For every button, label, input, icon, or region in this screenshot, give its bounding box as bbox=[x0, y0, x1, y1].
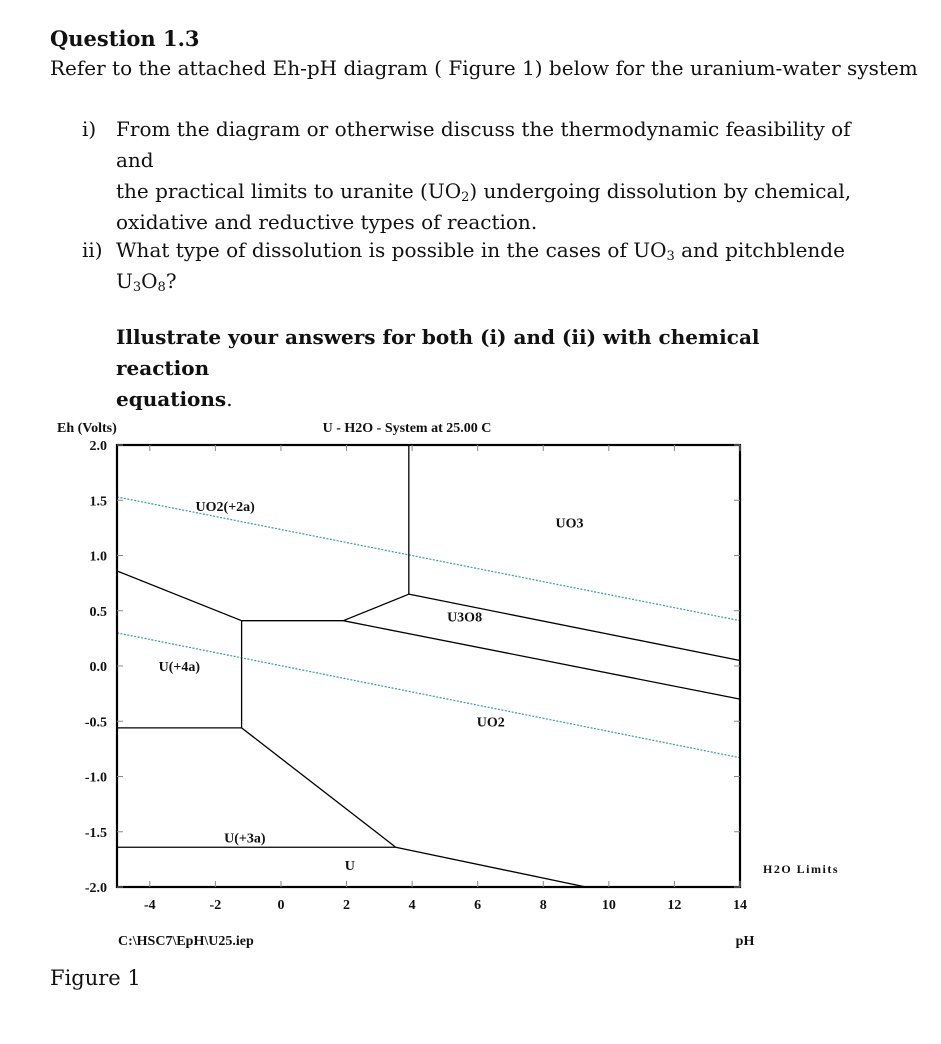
boundary-uo2-2a-u4a bbox=[117, 571, 242, 621]
question-intro: Refer to the attached Eh-pH diagram ( Figure 1) below for the uranium-water system bbox=[50, 56, 918, 80]
eh-ph-diagram bbox=[0, 410, 941, 960]
item-line: What type of dissolution is possible in the cases of $UO_3$ and pitchblende bbox=[116, 238, 845, 264]
boundary-uo2-2a-u3o8-rise bbox=[343, 594, 409, 621]
illustrate-instruction: Illustrate your answers for both (i) and (ii) with chemical reaction equations. bbox=[116, 325, 760, 411]
y-tick-label: 1.5 bbox=[89, 494, 107, 510]
y-tick-label: -2.0 bbox=[84, 881, 107, 896]
x-tick-label: 2 bbox=[343, 898, 351, 913]
y-tick-label: 2.0 bbox=[89, 439, 107, 454]
x-tick-label: 8 bbox=[539, 898, 547, 913]
y-tick-label: -1.5 bbox=[84, 825, 107, 841]
x-axis-label: pH bbox=[735, 934, 755, 949]
item-text bbox=[116, 235, 876, 297]
region-label: UO3 bbox=[555, 516, 584, 532]
x-tick-label: 10 bbox=[601, 898, 616, 913]
item-number: i) bbox=[82, 117, 97, 141]
x-tick-label: 4 bbox=[408, 898, 416, 913]
lower-water-limit bbox=[117, 633, 740, 758]
item-line: oxidative and reductive types of reaction. bbox=[116, 210, 538, 234]
legend-water-limits: H2O Limits bbox=[762, 862, 840, 876]
item-line: From the diagram or otherwise discuss the thermodynamic feasibility of and bbox=[116, 117, 851, 172]
x-tick-label: -2 bbox=[209, 898, 222, 913]
x-tick-label: 14 bbox=[733, 898, 747, 913]
boundary-uo2-u-diag bbox=[242, 728, 396, 847]
item-text bbox=[116, 114, 876, 238]
item-line: the practical limits to uranite $(UO_2)$ undergoing dissolution by chemical, bbox=[116, 179, 852, 205]
region-label: U3O8 bbox=[447, 610, 483, 626]
region-label: UO2(+2a) bbox=[195, 499, 255, 515]
boundary-uo2-u bbox=[396, 847, 586, 887]
item-line: $U_3O_8$? bbox=[116, 269, 177, 295]
figure-caption: Figure 1 bbox=[50, 966, 141, 990]
x-tick-label: 12 bbox=[667, 898, 682, 913]
boundary-u3o8-uo2 bbox=[343, 621, 740, 699]
x-tick-label: -4 bbox=[143, 898, 156, 913]
chart-title: U - H2O - System at 25.00 C bbox=[322, 421, 492, 436]
y-tick-label: -1.0 bbox=[84, 770, 107, 786]
y-tick-label: -0.5 bbox=[84, 715, 107, 731]
file-path-label: C:\HSC7\EpH\U25.iep bbox=[118, 934, 254, 949]
x-tick-label: 6 bbox=[474, 898, 482, 913]
y-tick-label: 0.0 bbox=[89, 660, 107, 675]
region-label: U bbox=[344, 858, 355, 874]
question-title: Question 1.3 bbox=[50, 26, 200, 51]
boundary-uo3-u3o8 bbox=[409, 594, 740, 660]
region-label: U(+4a) bbox=[158, 660, 201, 675]
y-axis-label: Eh (Volts) bbox=[57, 421, 117, 436]
region-label: U(+3a) bbox=[224, 831, 266, 847]
x-tick-label: 0 bbox=[277, 898, 285, 913]
y-tick-label: 1.0 bbox=[89, 549, 107, 565]
region-label: UO2 bbox=[476, 715, 505, 731]
upper-water-limit bbox=[117, 497, 740, 621]
y-tick-label: 0.5 bbox=[89, 604, 107, 620]
item-number: ii) bbox=[82, 238, 103, 262]
